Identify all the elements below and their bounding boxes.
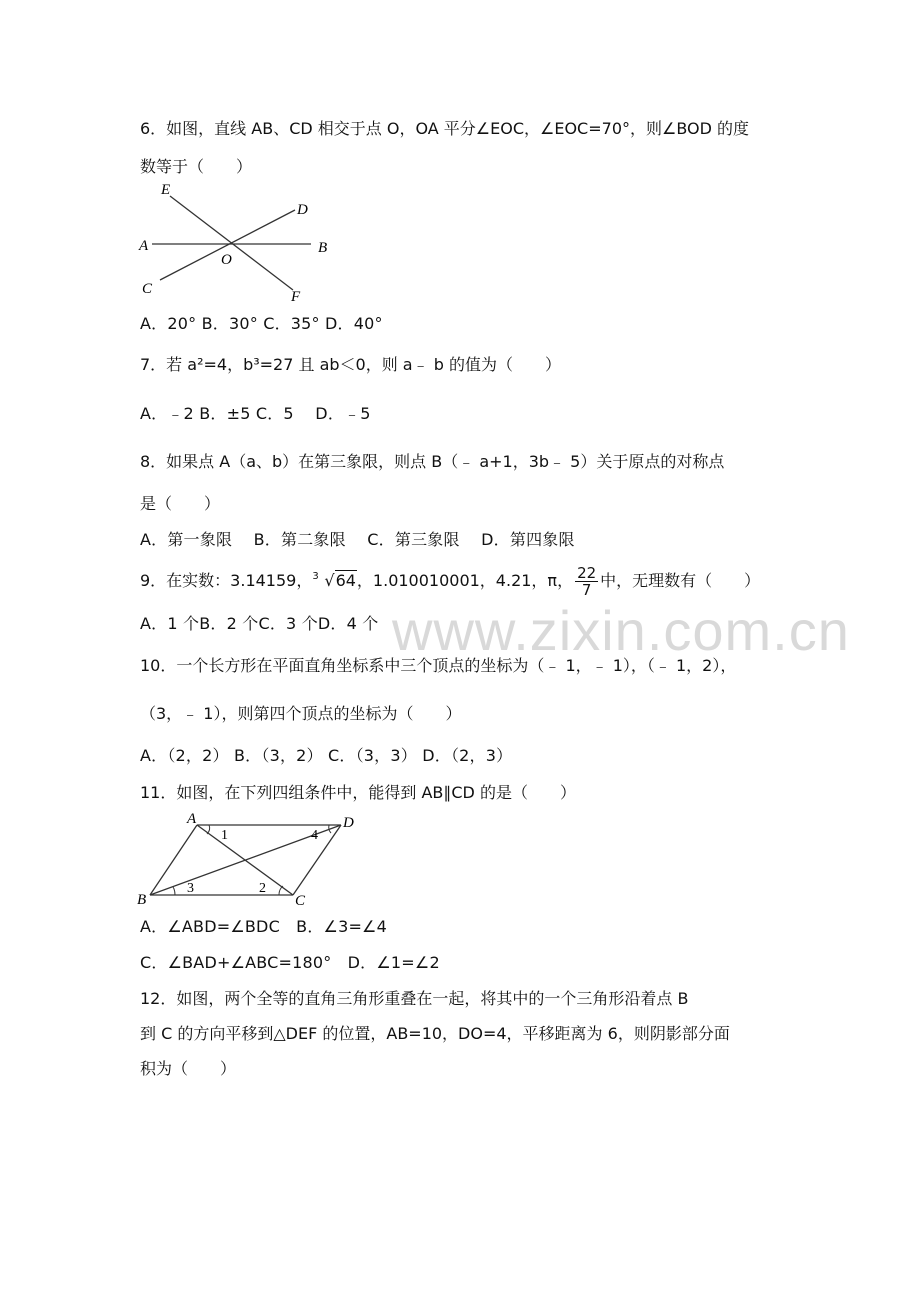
- q8-options: A．第一象限 B．第二象限 C．第三象限 D．第四象限: [140, 530, 575, 549]
- label-f: F: [291, 289, 301, 305]
- watermark: www.zixin.com.cn: [392, 599, 850, 662]
- q11-text: 11．如图，在下列四组条件中，能得到 AB∥CD 的是（ ）: [140, 783, 576, 802]
- cube-root-radicand: 64: [335, 571, 356, 590]
- label-c: C: [295, 893, 306, 909]
- q11-options-row1: A．∠ABD=∠BDC B．∠3=∠4: [140, 917, 387, 936]
- label-b: B: [137, 892, 147, 908]
- line-cd: [160, 210, 295, 280]
- label-d: D: [343, 815, 354, 831]
- q11-options-row2: C．∠BAD+∠ABC=180° D．∠1=∠2: [140, 953, 440, 972]
- q9-options: A．1 个B．2 个C．3 个D．4 个: [140, 614, 379, 633]
- label-a: A: [139, 238, 149, 254]
- radical-sign: √: [324, 571, 335, 590]
- q9-text: [140, 565, 760, 598]
- q10-text-line2: （3，﹣ 1），则第四个顶点的坐标为（ ）: [140, 704, 462, 723]
- q6-text-line1: 6．如图，直线 AB、CD 相交于点 O，OA 平分∠EOC，∠EOC=70°，则∠BOD 的度: [140, 119, 750, 138]
- cube-root: [312, 570, 357, 592]
- label-d: D: [297, 202, 308, 218]
- q8-text-line2: 是（ ）: [140, 494, 221, 513]
- label-c: C: [142, 281, 153, 297]
- label-e: E: [161, 182, 171, 198]
- q12-text-line3: 积为（ ）: [140, 1059, 237, 1078]
- q6-text-line2: 数等于（ ）: [140, 157, 253, 176]
- cube-root-index: 3: [312, 571, 319, 582]
- fraction: [575, 565, 598, 598]
- q9-suffix: 中，无理数有（ ）: [600, 571, 761, 590]
- q9-middle: ，1.010010001，4.21，π，: [356, 571, 574, 590]
- q12-text-line2: 到 C 的方向平移到△DEF 的位置，AB=10，DO=4，平移距离为 6，则阴影部分面: [140, 1024, 730, 1043]
- q12-text-line1: 12．如图，两个全等的直角三角形重叠在一起，将其中的一个三角形沿着点 B: [140, 989, 689, 1008]
- q7-text: 7．若 a²=4，b³=27 且 ab＜0，则 a﹣ b 的值为（ ）: [140, 355, 561, 374]
- label-o: O: [221, 252, 232, 268]
- q11-figure: [135, 808, 365, 912]
- label-a: A: [187, 811, 197, 827]
- q7-options: A．﹣2 B．±5 C．5 D．﹣5: [140, 404, 371, 423]
- label-3: 3: [187, 881, 194, 896]
- fraction-numerator: 22: [577, 564, 597, 582]
- fraction-denominator: 7: [581, 581, 592, 599]
- label-4: 4: [311, 828, 318, 843]
- label-1: 1: [221, 828, 228, 843]
- arc-angle-3: [173, 887, 175, 895]
- label-2: 2: [259, 881, 266, 896]
- q8-text-line1: 8．如果点 A（a、b）在第三象限，则点 B（﹣ a+1，3b﹣ 5）关于原点的对称点: [140, 452, 725, 471]
- q10-text-line1: 10．一个长方形在平面直角坐标系中三个顶点的坐标为（﹣ 1，﹣ 1），（﹣ 1，2），: [140, 656, 737, 675]
- q10-options: A．（2，2） B．（3，2） C．（3，3） D．（2，3）: [140, 746, 513, 765]
- q6-figure: [135, 180, 345, 306]
- label-b: B: [318, 240, 328, 256]
- q9-prefix: 9．在实数：3.14159，: [140, 571, 313, 590]
- q6-options: A．20° B．30° C．35° D．40°: [140, 314, 383, 333]
